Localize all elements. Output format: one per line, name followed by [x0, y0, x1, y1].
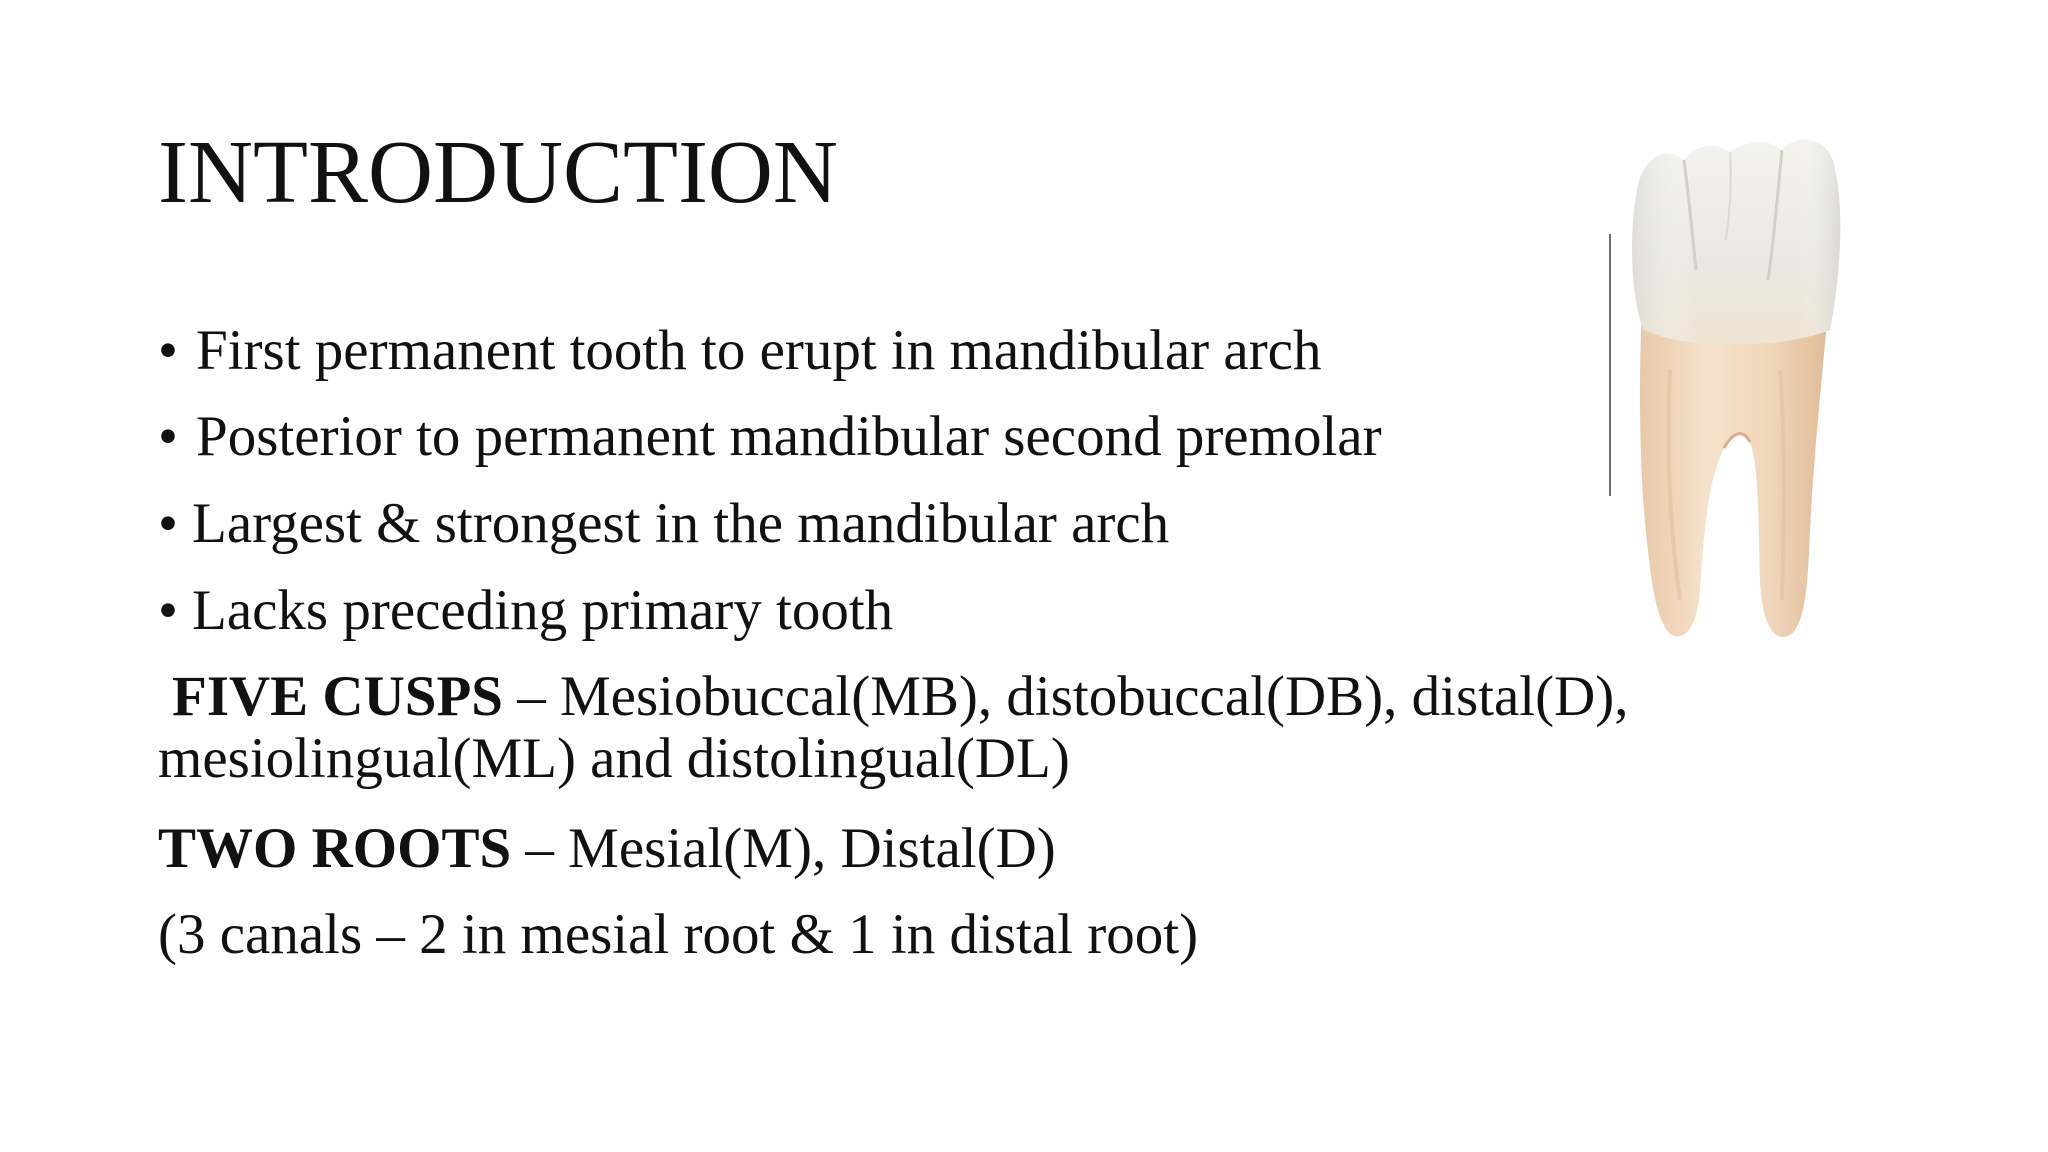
roots-paragraph	[158, 818, 1758, 880]
cusps-paragraph	[158, 666, 1758, 790]
bullet-text: Lacks preceding primary tooth	[192, 579, 894, 642]
bullet-text: Largest & strongest in the mandibular arch	[192, 492, 1170, 555]
bullet-item	[158, 318, 1321, 384]
canals-paragraph: (3 canals – 2 in mesial root & 1 in distal root)	[158, 903, 1199, 966]
bullet-item	[158, 578, 893, 644]
bullet-text: First permanent tooth to erupt in mandibular arch	[196, 319, 1322, 382]
bullet-dot: •	[158, 405, 178, 468]
bullet-dot: •	[158, 579, 178, 642]
bullet-text: Posterior to permanent mandibular second premolar	[196, 405, 1382, 468]
cusps-label: FIVE CUSPS	[172, 665, 503, 728]
bullet-dot: •	[158, 492, 178, 555]
roots-label: TWO ROOTS	[158, 817, 512, 880]
bullet-item	[158, 404, 1382, 470]
cusps-text: – Mesiobuccal(MB), distobuccal(DB), distal(D), mesiolingual(ML) and distolingual(DL)	[158, 665, 1629, 790]
roots-text: – Mesial(M), Distal(D)	[511, 817, 1056, 880]
bullet-item	[158, 491, 1169, 557]
bullet-dot: •	[158, 319, 178, 382]
molar-tooth-icon	[1600, 130, 1890, 650]
slide-title: INTRODUCTION	[158, 123, 838, 222]
